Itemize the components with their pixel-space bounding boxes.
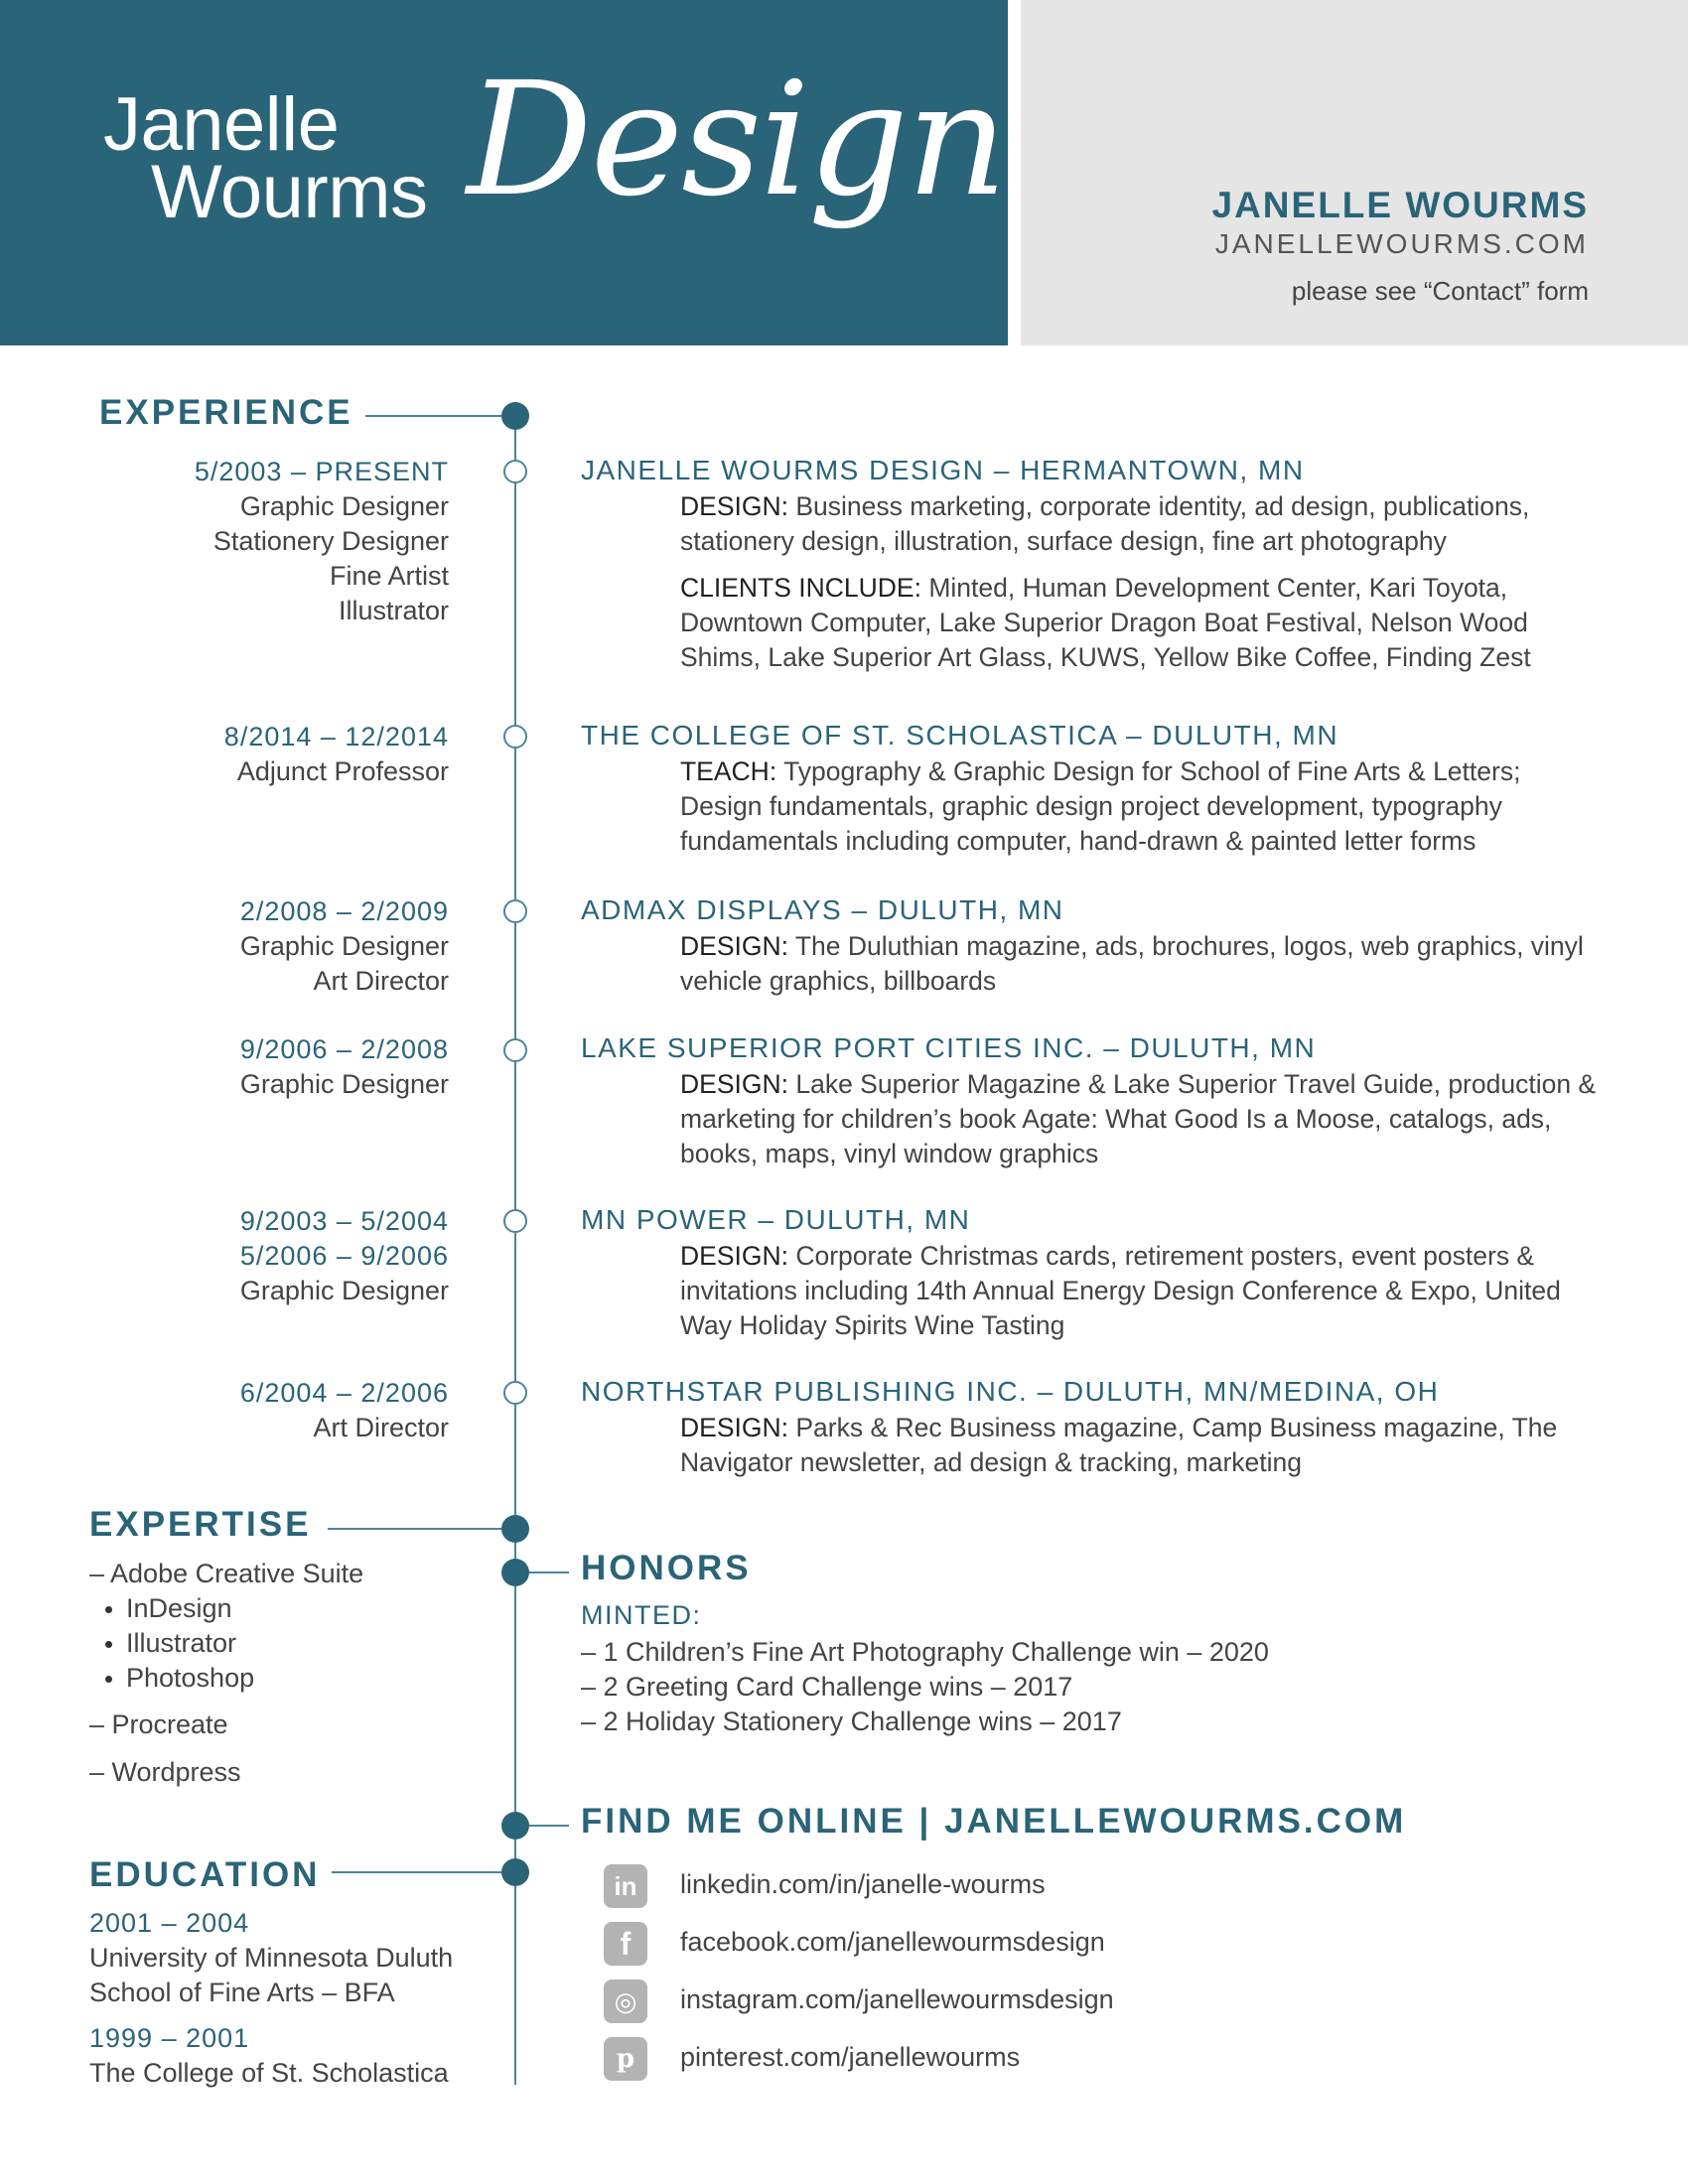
- education-node: [501, 1858, 529, 1886]
- expertise-item: – Wordpress: [89, 1757, 241, 1787]
- job-roles: Graphic Designer Stationery Designer Fine Artist Illustrator: [212, 491, 449, 625]
- education-years: 2001 – 2004: [89, 1908, 250, 1938]
- contact-note: please see “Contact” form: [1291, 276, 1589, 306]
- bullet-icon: [105, 1676, 112, 1683]
- honor-item: – 2 Greeting Card Challenge wins – 2017: [581, 1672, 1073, 1702]
- expertise-node: [501, 1515, 529, 1543]
- job-dates: 2/2008 – 2/2009: [239, 896, 449, 926]
- job-company: MN POWER – DULUTH, MN: [581, 1204, 971, 1235]
- instagram-link[interactable]: instagram.com/janellewourmsdesign: [680, 1984, 1114, 2014]
- timeline-marker: [503, 899, 527, 923]
- honor-item: – 1 Children’s Fine Art Photography Challenge win – 2020: [581, 1637, 1269, 1667]
- bullet-icon: [105, 1606, 112, 1613]
- timeline-marker: [503, 1209, 527, 1233]
- job-dates: 6/2004 – 2/2006: [239, 1378, 449, 1408]
- education-school: The College of St. Scholastica: [89, 2058, 449, 2088]
- online-connector: [529, 1825, 569, 1827]
- honor-item: – 2 Holiday Stationery Challenge wins – 2017: [581, 1706, 1122, 1736]
- job-clients: CLIENTS INCLUDE: Minted, Human Development Center, Kari Toyota, Downtown Computer, Lake Superior Dragon Boat Festival, Nelson Wood Shims, Lake Superior Art Glass, KUWS, Yellow Bike Coffee, Finding Zest: [680, 573, 1531, 672]
- linkedin-icon[interactable]: in: [604, 1864, 647, 1908]
- job-description: TEACH: Typography & Graphic Design for School of Fine Arts & Letters; Design fundamentals, graphic design project development, typography fundamentals including computer, hand-drawn & painted letter forms: [680, 756, 1521, 856]
- job-description: DESIGN: Parks & Rec Business magazine, Camp Business magazine, The Navigator newsletter, ad design & tracking, marketing: [680, 1413, 1558, 1477]
- experience-connector: [365, 415, 504, 417]
- job-roles: Art Director: [313, 1413, 449, 1442]
- job-description: DESIGN: Business marketing, corporate identity, ad design, publications, stationery design, illustration, surface design, fine art photography: [680, 491, 1530, 556]
- job-description: DESIGN: The Duluthian magazine, ads, brochures, logos, web graphics, vinyl vehicle graphics, billboards: [680, 931, 1584, 996]
- expertise-subitem: InDesign: [105, 1591, 232, 1626]
- expertise-subitem: Illustrator: [105, 1626, 236, 1661]
- facebook-link[interactable]: facebook.com/janellewourmsdesign: [680, 1927, 1105, 1957]
- education-connector: [332, 1871, 504, 1873]
- pinterest-link[interactable]: pinterest.com/janellewourms: [680, 2042, 1021, 2072]
- education-years: 1999 – 2001: [89, 2023, 250, 2053]
- experience-title: EXPERIENCE: [99, 393, 353, 432]
- timeline-marker: [503, 1038, 527, 1062]
- expertise-title: EXPERTISE: [89, 1505, 312, 1544]
- education-school: University of Minnesota Duluth: [89, 1943, 454, 1973]
- expertise-item: – Procreate: [89, 1709, 228, 1739]
- job-dates: 9/2003 – 5/2004 5/2006 – 9/2006: [239, 1206, 449, 1271]
- honors-title: HONORS: [581, 1549, 752, 1587]
- expertise-connector: [328, 1528, 504, 1530]
- logo-script-word: Design: [467, 49, 1006, 231]
- contact-name: JANELLE WOURMS: [1211, 185, 1589, 225]
- logo-name-first: Janelle: [103, 82, 340, 167]
- logo-name-last: Wourms: [151, 150, 428, 234]
- contact-website[interactable]: JANELLEWOURMS.COM: [1214, 228, 1589, 259]
- honors-node: [501, 1559, 529, 1586]
- honors-subtitle: MINTED:: [581, 1600, 702, 1630]
- bullet-icon: [105, 1641, 112, 1648]
- experience-node: [501, 402, 529, 430]
- timeline-marker: [503, 725, 527, 749]
- online-title: FIND ME ONLINE | JANELLEWOURMS.COM: [581, 1802, 1407, 1841]
- honors-connector: [529, 1571, 569, 1573]
- timeline-marker: [503, 1381, 527, 1405]
- job-description: DESIGN: Lake Superior Magazine & Lake Superior Travel Guide, production & marketing for children’s book Agate: What Good Is a Moose, catalogs, ads, books, maps, vinyl window graphics: [680, 1069, 1597, 1168]
- job-dates: 9/2006 – 2/2008: [239, 1034, 449, 1064]
- linkedin-link[interactable]: linkedin.com/in/janelle-wourms: [680, 1869, 1046, 1899]
- job-company: THE COLLEGE OF ST. SCHOLASTICA – DULUTH, MN: [581, 720, 1339, 751]
- education-degree: School of Fine Arts – BFA: [89, 1978, 395, 2007]
- job-roles: Graphic Designer Art Director: [239, 931, 449, 996]
- pinterest-icon[interactable]: p: [604, 2037, 647, 2081]
- instagram-icon[interactable]: ◎: [604, 1979, 647, 2023]
- job-roles: Graphic Designer: [239, 1069, 449, 1099]
- timeline-marker: [503, 460, 527, 483]
- expertise-item: – Adobe Creative Suite: [89, 1559, 364, 1588]
- facebook-icon[interactable]: f: [604, 1922, 647, 1966]
- job-company: LAKE SUPERIOR PORT CITIES INC. – DULUTH, MN: [581, 1032, 1317, 1063]
- expertise-subitem: Photoshop: [105, 1661, 254, 1696]
- job-company: NORTHSTAR PUBLISHING INC. – DULUTH, MN/MEDINA, OH: [581, 1376, 1440, 1407]
- job-description: DESIGN: Corporate Christmas cards, retirement posters, event posters & invitations including 14th Annual Energy Design Conference & Expo, United Way Holiday Spirits Wine Tasting: [680, 1241, 1561, 1340]
- job-roles: Adjunct Professor: [236, 756, 449, 786]
- job-dates: 8/2014 – 12/2014: [223, 722, 449, 751]
- job-dates: 5/2003 – PRESENT: [194, 457, 449, 486]
- job-company: JANELLE WOURMS DESIGN – HERMANTOWN, MN: [581, 455, 1305, 485]
- job-company: ADMAX DISPLAYS – DULUTH, MN: [581, 894, 1064, 925]
- online-node: [501, 1812, 529, 1840]
- education-title: EDUCATION: [89, 1855, 321, 1894]
- job-roles: Graphic Designer: [239, 1276, 449, 1305]
